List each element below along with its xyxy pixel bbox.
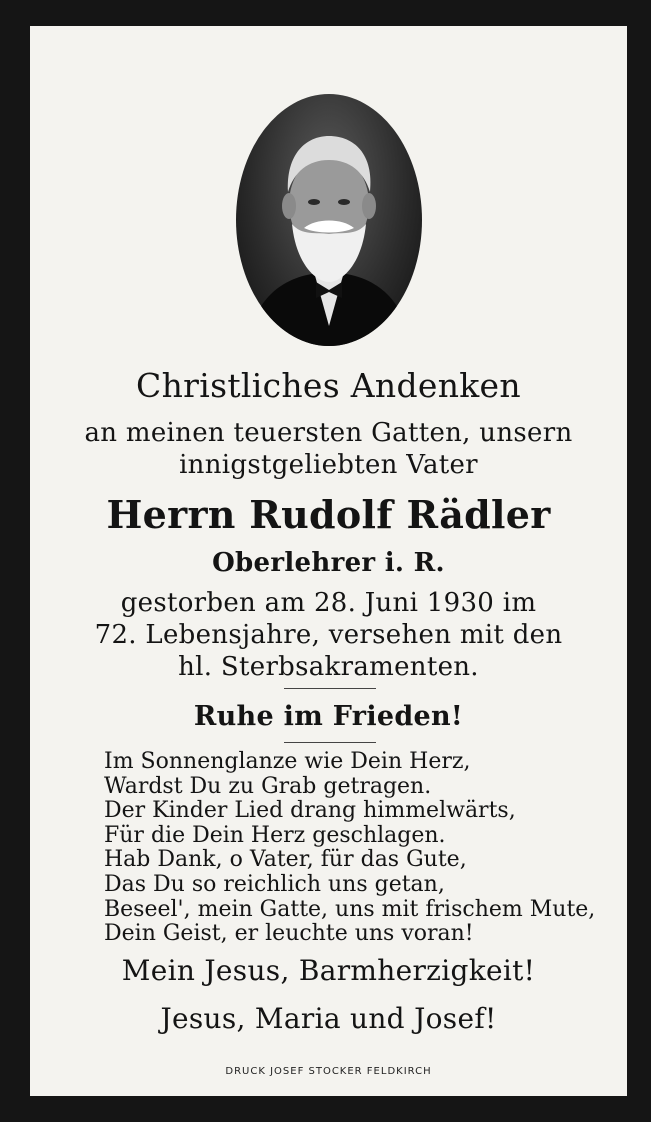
profession: Oberlehrer i. R. — [212, 548, 445, 578]
divider-top — [284, 688, 376, 689]
intro-line-2: innigstgeliebten Vater — [179, 450, 478, 480]
poem-line: Der Kinder Lied drang himmelwärts, — [104, 798, 516, 824]
poem-line: Beseel', mein Gatte, uns mit frischem Mute, — [104, 896, 596, 922]
poem — [104, 749, 596, 947]
poem-line: Hab Dank, o Vater, für das Gute, — [104, 847, 467, 873]
prayer-2: Jesus, Maria und Josef! — [160, 1002, 497, 1035]
portrait-illustration — [236, 94, 422, 346]
poem-line: Dein Geist, er leuchte uns voran! — [104, 921, 474, 947]
death-line-1: gestorben am 28. Juni 1930 im — [120, 588, 537, 618]
death-line-2: 72. Lebensjahre, versehen mit den — [94, 620, 563, 650]
deceased-name: Herrn Rudolf Rädler — [106, 492, 551, 537]
memorial-card — [30, 26, 627, 1096]
poem-line: Im Sonnenglanze wie Dein Herz, — [104, 749, 471, 774]
divider-bottom — [284, 742, 376, 743]
death-line-3: hl. Sterbsakramenten. — [178, 652, 479, 682]
rest-in-peace: Ruhe im Frieden! — [193, 701, 464, 732]
intro-line-1: an meinen teuersten Gatten, unsern — [84, 418, 573, 448]
poem-line: Das Du so reichlich uns getan, — [104, 871, 445, 897]
portrait-photo — [236, 94, 422, 346]
card-title: Christliches Andenken — [136, 366, 521, 405]
printer-imprint: DRUCK JOSEF STOCKER FELDKIRCH — [225, 1066, 432, 1077]
prayer-1: Mein Jesus, Barmherzigkeit! — [121, 954, 536, 987]
poem-line: Für die Dein Herz geschlagen. — [104, 822, 446, 848]
poem-line: Wardst Du zu Grab getragen. — [104, 773, 432, 799]
